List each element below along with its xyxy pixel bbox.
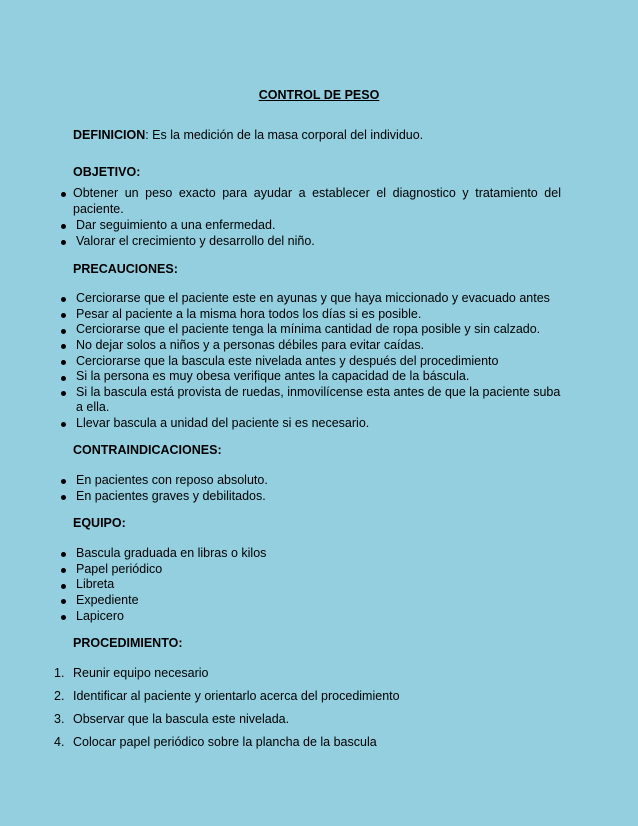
bullet-icon [61, 479, 66, 484]
step-number: 1. [54, 666, 65, 680]
bullet-icon [61, 495, 66, 500]
step-number: 2. [54, 689, 65, 703]
step-number: 4. [54, 735, 65, 749]
bullet-icon [61, 240, 66, 245]
bullet-icon [61, 552, 66, 557]
precaution-item: Pesar al paciente a la misma hora todos los días si es posible. [76, 307, 422, 321]
objective-heading: OBJETIVO: [73, 165, 141, 179]
precaution-item: Si la persona es muy obesa verifique antes la capacidad de la báscula. [76, 369, 470, 383]
precaution-item: Llevar bascula a unidad del paciente si es necesario. [76, 416, 370, 430]
procedure-step: Colocar papel periódico sobre la plancha de la bascula [73, 735, 377, 749]
bullet-icon [61, 584, 66, 589]
bullet-icon [61, 297, 66, 302]
precautions-heading: PRECAUCIONES: [73, 262, 178, 276]
procedure-heading: PROCEDIMIENTO: [73, 636, 183, 650]
bullet-icon [61, 192, 66, 197]
bullet-icon [61, 599, 66, 604]
equipment-item: Libreta [76, 577, 115, 591]
procedure-step: Observar que la bascula este nivelada. [73, 712, 290, 726]
objective-item-continuation: paciente. [73, 202, 124, 216]
bullet-icon [61, 568, 66, 573]
contraindication-item: En pacientes con reposo absoluto. [76, 473, 268, 487]
precaution-item: No dejar solos a niños y a personas débiles para evitar caídas. [76, 338, 425, 352]
contraindications-heading: CONTRAINDICACIONES: [73, 443, 222, 457]
bullet-icon [61, 313, 66, 318]
precaution-item: Cerciorarse que el paciente tenga la mínima cantidad de ropa posible y sin calzado. [76, 322, 541, 336]
equipment-item: Papel periódico [76, 562, 163, 576]
precaution-item: Cerciorarse que la bascula este nivelada antes y después del procedimiento [76, 354, 499, 368]
precaution-item: Si la bascula está provista de ruedas, inmovilícense esta antes de que la paciente suba [76, 385, 561, 399]
bullet-icon [61, 360, 66, 365]
precaution-item-continuation: a ella. [76, 400, 110, 414]
step-number: 3. [54, 712, 65, 726]
bullet-icon [61, 615, 66, 620]
bullet-icon [61, 391, 66, 396]
procedure-step: Reunir equipo necesario [73, 666, 209, 680]
equipment-item: Bascula graduada en libras o kilos [76, 546, 267, 560]
document-title: CONTROL DE PESO [258, 88, 380, 102]
equipment-item: Expediente [76, 593, 139, 607]
definition-text: : Es la medición de la masa corporal del individuo. [145, 128, 424, 142]
contraindication-item: En pacientes graves y debilitados. [76, 489, 266, 503]
bullet-icon [61, 422, 66, 427]
equipment-heading: EQUIPO: [73, 516, 126, 530]
equipment-item: Lapicero [76, 609, 124, 623]
procedure-step: Identificar al paciente y orientarlo acerca del procedimiento [73, 689, 400, 703]
bullet-icon [61, 329, 66, 334]
objective-item: Obtener un peso exacto para ayudar a establecer el diagnostico y tratamiento del [73, 186, 561, 200]
objective-item: Valorar el crecimiento y desarrollo del niño. [76, 234, 315, 248]
definition-line [73, 128, 423, 143]
precaution-item: Cerciorarse que el paciente este en ayunas y que haya miccionado y evacuado antes [76, 291, 550, 305]
bullet-icon [61, 376, 66, 381]
bullet-icon [61, 344, 66, 349]
definition-label: DEFINICION [73, 128, 146, 142]
objective-item: Dar seguimiento a una enfermedad. [76, 218, 276, 232]
bullet-icon [61, 224, 66, 229]
